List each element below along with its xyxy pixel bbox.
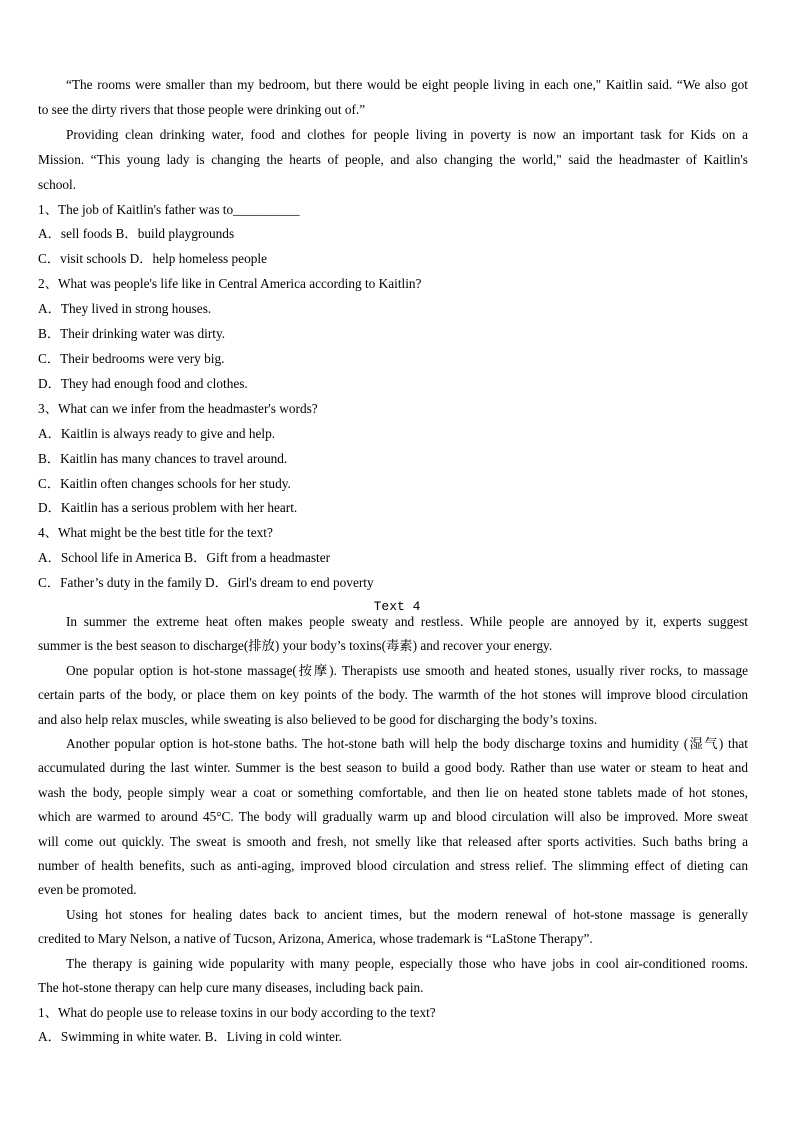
question-line: [38, 1025, 748, 1049]
paragraph: [38, 952, 748, 1001]
question-line: [38, 521, 748, 546]
question-line: [38, 1001, 748, 1025]
text-line: D．They had enough food and clothes.: [38, 375, 248, 391]
text-line: which are warmed to around 45°C. The body will gradually warm up and blood circulation will also be improved. More sweat: [38, 809, 748, 825]
text-line: Providing clean drinking water, food and clothes for people living in poverty is now an important task for Kids on a: [66, 126, 748, 142]
question-line: [38, 322, 748, 347]
text-line: C．Their bedrooms were very big.: [38, 350, 225, 366]
question-line: [38, 571, 748, 596]
text-line: Mission. “This young lady is changing the hearts of people, and also changing the world," said the headmaster of Kaitlin's: [38, 151, 748, 167]
question-line: [38, 422, 748, 447]
paragraph: [38, 659, 748, 732]
question-line: [38, 397, 748, 422]
passage-part-1: [38, 73, 748, 596]
question-line: [38, 222, 748, 247]
paragraph: [38, 732, 748, 903]
question-line: [38, 496, 748, 521]
text-line: 1、The job of Kaitlin's father was to__________: [38, 201, 300, 217]
text-line: 1、What do people use to release toxins in our body according to the text?: [38, 1004, 436, 1020]
text-line: C．visit schools D．help homeless people: [38, 251, 267, 267]
question-line: [38, 198, 748, 223]
section-heading: Text 4: [373, 599, 421, 614]
text-line: The therapy is gaining wide popularity with many people, especially those who have jobs in cool air-conditioned rooms.: [66, 955, 748, 971]
text-line: A．Swimming in white water. B．Living in cold winter.: [38, 1028, 342, 1044]
question-line: [38, 297, 748, 322]
text-line: Another popular option is hot-stone baths. The hot-stone bath will help the body discharge toxins and humidity (湿气) that: [66, 736, 748, 752]
text-line: “The rooms were smaller than my bedroom, but there would be eight people living in each one," Kaitlin said. “We also got: [66, 77, 748, 92]
text-line: will come out quickly. The sweat is smooth and fresh, not smelly like that released after sports activities. Such baths bring a: [38, 833, 748, 849]
question-line: [38, 272, 748, 297]
question-line: [38, 472, 748, 497]
text-line: A．They lived in strong houses.: [38, 301, 212, 317]
paragraph: [38, 903, 748, 952]
paragraph: [38, 123, 748, 198]
paragraph: [38, 73, 748, 123]
text-line: B．Kaitlin has many chances to travel around.: [38, 450, 288, 466]
question-line: [38, 372, 748, 397]
text-line: One popular option is hot-stone massage(按摩). Therapists use smooth and heated stones, usually river rocks, to massage: [66, 662, 748, 678]
text-line: school.: [38, 176, 77, 192]
passage-part-2: [38, 610, 748, 1049]
text-line: In summer the extreme heat often makes people sweaty and restless. While people are annoyed by it, experts suggest: [66, 614, 748, 629]
text-line: certain parts of the body, or place them on key points of the body. The warmth of the hot stones will improve blood circulation: [38, 687, 748, 703]
text-line: The hot-stone therapy can help cure many diseases, including back pain.: [38, 980, 424, 996]
text-line: 2、What was people's life like in Central America according to Kaitlin?: [38, 276, 422, 292]
text-line: C．Kaitlin often changes schools for her study.: [38, 475, 291, 491]
question-line: [38, 447, 748, 472]
text-line: even be promoted.: [38, 882, 137, 898]
text-line: 3、What can we infer from the headmaster's words?: [38, 400, 318, 416]
text-line: wash the body, people simply wear a coat or something comfortable, and then lie on heated stone tablets made of hot stones,: [38, 784, 748, 800]
text-line: credited to Mary Nelson, a native of Tucson, Arizona, America, whose trademark is “LaStone Therapy”.: [38, 931, 593, 947]
text-line: accumulated during the last winter. Summer is the best season to build a good body. Rather than use water or steam to heat and: [38, 760, 748, 776]
question-line: [38, 546, 748, 571]
text-line: B．Their drinking water was dirty.: [38, 326, 226, 342]
text-line: A．sell foods B．build playgrounds: [38, 226, 235, 242]
text-line: D．Kaitlin has a serious problem with her heart.: [38, 500, 298, 516]
text-line: Using hot stones for healing dates back to ancient times, but the modern renewal of hot-stone massage is generally: [66, 906, 748, 922]
text-line: A．School life in America B．Gift from a headmaster: [38, 550, 331, 566]
text-line: C．Father’s duty in the family D．Girl's dream to end poverty: [38, 575, 374, 591]
paragraph: [38, 610, 748, 659]
text-line: A．Kaitlin is always ready to give and help.: [38, 425, 276, 441]
question-line: [38, 247, 748, 272]
text-line: number of health benefits, such as anti-aging, improved blood circulation and stress relief. The slimming effect of dieting can: [38, 858, 748, 874]
question-line: [38, 347, 748, 372]
text-line: 4、What might be the best title for the text?: [38, 525, 273, 541]
text-line: and also help relax muscles, while sweating is also believed to be good for discharging the body’s toxins.: [38, 711, 598, 727]
text-line: summer is the best season to discharge(排放) your body’s toxins(毒素) and recover your energy.: [38, 638, 553, 654]
text-line: to see the dirty rivers that those people were drinking out of.”: [38, 101, 366, 117]
